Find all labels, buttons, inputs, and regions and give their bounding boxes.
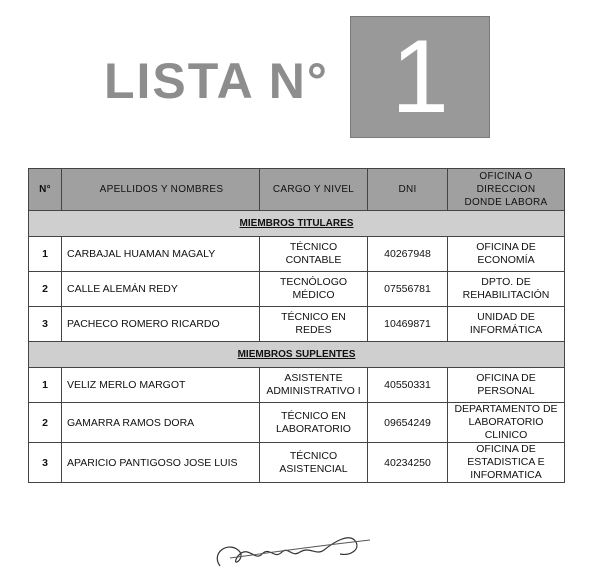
col-dni: DNI xyxy=(368,169,448,211)
section-label: MIEMBROS TITULARES xyxy=(29,211,565,237)
member-dni: 10469871 xyxy=(368,307,448,342)
table-row xyxy=(29,237,565,272)
member-dni: 07556781 xyxy=(368,272,448,307)
members-table xyxy=(28,168,565,483)
row-number: 2 xyxy=(29,272,62,307)
member-name: CARBAJAL HUAMAN MAGALY xyxy=(62,237,260,272)
row-number: 3 xyxy=(29,443,62,483)
member-oficina: OFICINA DE PERSONAL xyxy=(448,368,565,403)
table-row xyxy=(29,368,565,403)
member-dni: 40234250 xyxy=(368,443,448,483)
section-label: MIEMBROS SUPLENTES xyxy=(29,342,565,368)
table-row xyxy=(29,403,565,443)
list-number: 1 xyxy=(391,19,449,135)
row-number: 3 xyxy=(29,307,62,342)
member-name: GAMARRA RAMOS DORA xyxy=(62,403,260,443)
member-dni: 40267948 xyxy=(368,237,448,272)
member-cargo: TECNÓLOGO MÉDICO xyxy=(260,272,368,307)
table-row xyxy=(29,272,565,307)
col-cargo: CARGO Y NIVEL xyxy=(260,169,368,211)
member-name: CALLE ALEMÁN REDY xyxy=(62,272,260,307)
list-title: LISTA N° xyxy=(104,53,329,109)
signature xyxy=(200,522,380,570)
section-row xyxy=(29,342,565,368)
table-row xyxy=(29,443,565,483)
row-number: 1 xyxy=(29,368,62,403)
member-dni: 40550331 xyxy=(368,368,448,403)
member-oficina: DEPARTAMENTO DE LABORATORIO CLINICO xyxy=(448,403,565,443)
col-oficina: OFICINA O DIRECCION DONDE LABORA xyxy=(448,169,565,211)
member-dni: 09654249 xyxy=(368,403,448,443)
member-name: APARICIO PANTIGOSO JOSE LUIS xyxy=(62,443,260,483)
member-name: VELIZ MERLO MARGOT xyxy=(62,368,260,403)
table-row xyxy=(29,307,565,342)
member-cargo: TÉCNICO ASISTENCIAL xyxy=(260,443,368,483)
row-number: 2 xyxy=(29,403,62,443)
list-number-box xyxy=(350,16,490,138)
col-number: N° xyxy=(29,169,62,211)
member-oficina: UNIDAD DE INFORMÁTICA xyxy=(448,307,565,342)
member-oficina: DPTO. DE REHABILITACIÓN xyxy=(448,272,565,307)
row-number: 1 xyxy=(29,237,62,272)
member-oficina: OFICINA DE ECONOMÍA xyxy=(448,237,565,272)
table-header-row xyxy=(29,169,565,211)
section-row xyxy=(29,211,565,237)
member-cargo: TÉCNICO EN REDES xyxy=(260,307,368,342)
member-cargo: TÉCNICO CONTABLE xyxy=(260,237,368,272)
member-oficina: OFICINA DE ESTADISTICA E INFORMATICA xyxy=(448,443,565,483)
col-names: APELLIDOS Y NOMBRES xyxy=(62,169,260,211)
member-cargo: TÉCNICO EN LABORATORIO xyxy=(260,403,368,443)
member-name: PACHECO ROMERO RICARDO xyxy=(62,307,260,342)
member-cargo: ASISTENTE ADMINISTRATIVO I xyxy=(260,368,368,403)
